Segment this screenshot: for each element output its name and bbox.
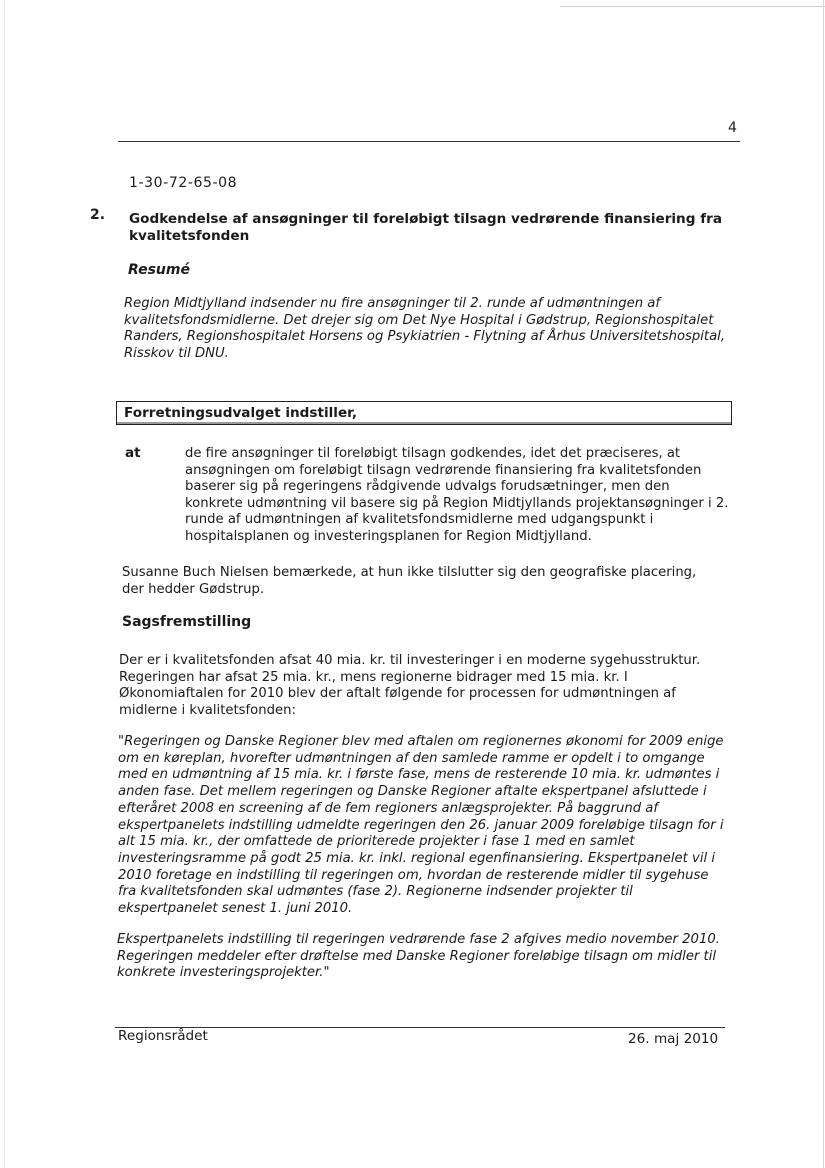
page-number: 4	[728, 120, 737, 136]
header-rule	[118, 141, 740, 142]
footer-organization: Regionsrådet	[118, 1028, 208, 1044]
resume-text: Region Midtjylland indsender nu fire ansøgninger til 2. runde af udmøntningen af kvalitetsfondsmidlerne. Det drejer sig om Det Nye Hospital i Gødstrup, Regionshospitalet Randers, Regionshospitalet Horsens og Psykiatrien - Flytning af Århus Universitetshospital, Risskov til DNU.	[124, 296, 726, 361]
statement-text: Susanne Buch Nielsen bemærkede, at hun ikke tilslutter sig den geografiske placering, der hedder Gødstrup.	[122, 565, 697, 597]
scan-edge-left	[4, 0, 5, 1168]
scan-edge-right	[823, 0, 824, 1168]
sagsfremstilling-heading: Sagsfremstilling	[122, 614, 252, 630]
recommendation-text: de fire ansøgninger til foreløbigt tilsagn godkendes, idet det præciseres, at ansøgningen om foreløbigt tilsagn vedrørende finansiering fra kvalitetsfonden baserer sig på regeringens rådgivende udvalgs forudsætninger, men den konkrete udmøntning vil basere sig på Region Midtjyllands projektansøgninger i 2. runde af udmøntningen af kvalitetsfondsmidlerne med udgangspunkt i hospitalsplanen og investeringsplanen for Region Midtjylland.	[185, 446, 729, 544]
quote-paragraph-2: Ekspertpanelets indstilling til regeringen vedrørende fase 2 afgives medio november 2010. Regeringen meddeler efter drøftelse med Danske Regioner foreløbige tilsagn om midler til konkrete investeringsprojekter."	[117, 932, 720, 980]
case-number: 1-30-72-65-08	[129, 175, 238, 191]
footer-date: 26. maj 2010	[628, 1031, 719, 1047]
item-number: 2.	[90, 207, 106, 223]
resume-heading: Resumé	[128, 262, 190, 278]
recommendation-at-label: at	[125, 445, 141, 461]
recommendation-heading: Forretningsudvalget indstiller,	[124, 405, 358, 421]
sagsfremstilling-intro: Der er i kvalitetsfonden afsat 40 mia. kr. til investeringer i en moderne sygehusstruktur. Regeringen har afsat 25 mia. kr., mens regionerne bidrager med 15 mia. kr. I Økonomiaftalen for 2010 blev der aftalt følgende for processen for udmøntningen af midlerne i kvalitetsfonden:	[119, 653, 701, 718]
quote-paragraph-1: "Regeringen og Danske Regioner blev med aftalen om regionernes økonomi for 2009 enige om en køreplan, hvorefter udmøntningen af den samlede ramme er opdelt i to omgange med en udmøntning af 15 mia. kr. i første fase, mens de resterende 10 mia. kr. udmøntes i anden fase. Det mellem regeringen og Danske Regioner aftalte ekspertpanel afsluttede i efteråret 2008 en screening af de fem regioners anlægsprojekter. På baggrund af ekspertpanelets indstilling udmeldte regeringen den 26. januar 2009 foreløbige tilsagn for i alt 15 mia. kr., der omfattede de prioriterede projekter i fase 1 med en samlet investeringsramme på godt 25 mia. kr. inkl. regional egenfinansiering. Ekspertpanelet vil i 2010 foretage en indstilling til regeringen om, hvordan de resterende midler til sygehuse fra kvalitetsfonden skal udmøntes (fase 2). Regionerne indsender projekter til ekspertpanelet senest 1. juni 2010.	[118, 734, 724, 917]
item-title: Godkendelse af ansøgninger til foreløbigt tilsagn vedrørende finansiering fra kvalitetsfonden	[129, 211, 722, 244]
scan-edge-top	[560, 6, 825, 7]
